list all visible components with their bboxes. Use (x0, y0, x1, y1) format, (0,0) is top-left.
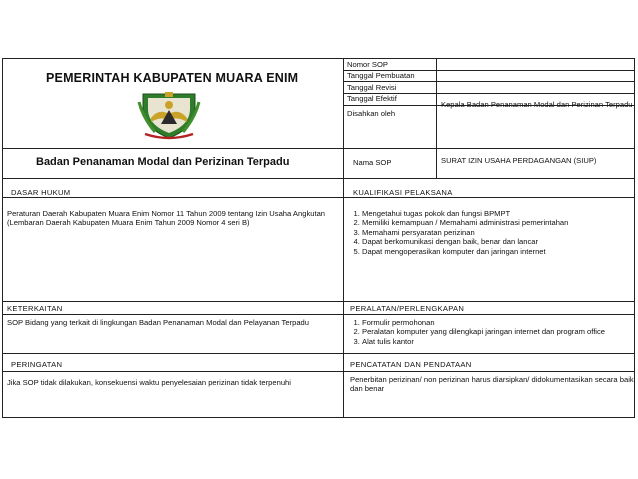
keterkaitan-heading: KETERKAITAN (7, 304, 63, 313)
pencatatan-heading: PENCATATAN DAN PENDATAAN (350, 360, 472, 369)
divider (3, 148, 635, 149)
dasar-hukum-heading: DASAR HUKUM (11, 188, 71, 197)
list-item: 3. Alat tulis kantor (362, 337, 634, 346)
peringatan-heading: PERINGATAN (11, 360, 63, 369)
peringatan-text: Jika SOP tidak dilakukan, konsekuensi waktu penyelesaian perizinan tidak terpenuhi (7, 378, 291, 387)
tanggal-pembuatan-label: Tanggal Pembuatan (347, 71, 415, 80)
disahkan-label: Disahkan oleh (347, 109, 396, 118)
divider (343, 59, 344, 418)
tanggal-revisi-label: Tanggal Revisi (347, 83, 397, 92)
sop-form-frame (2, 58, 635, 418)
kualifikasi-heading: KUALIFIKASI PELAKSANA (353, 188, 453, 197)
divider (3, 371, 635, 372)
peralatan-heading: PERALATAN/PERLENGKAPAN (350, 304, 465, 313)
list-item: 2. Memiliki kemampuan / Memahami administrasi pemerintahan (362, 218, 634, 227)
disahkan-value: Kepala Badan Penanaman Modal dan Perizinan Terpadu (441, 100, 633, 109)
dasar-hukum-text: Peraturan Daerah Kabupaten Muara Enim Nomor 11 Tahun 2009 tentang Izin Usaha Angkutan (Lembaran Daerah Kabupaten Muara Enim Tahun 2009 Nomor 4 seri B) (7, 209, 326, 228)
divider (3, 178, 635, 179)
divider (3, 353, 635, 354)
list-item: 3. Memahami persyaratan perizinan (362, 228, 634, 237)
divider (343, 81, 635, 82)
pencatatan-text: Penerbitan perizinan/ non perizinan harus diarsipkan/ didokumentasikan secara baik dan benar (350, 375, 634, 394)
nama-sop-label: Nama SOP (353, 158, 392, 167)
list-item: 5. Dapat mengoperasikan komputer dan jaringan internet (362, 247, 634, 256)
nomor-sop-label: Nomor SOP (347, 60, 388, 69)
divider (436, 59, 437, 178)
divider (3, 197, 635, 198)
kualifikasi-list (350, 209, 634, 256)
list-item: 1. Mengetahui tugas pokok dan fungsi BPMPT (362, 209, 634, 218)
tanggal-efektif-label: Tanggal Efektif (347, 94, 397, 103)
keterkaitan-text: SOP Bidang yang terkait di lingkungan Badan Penanaman Modal dan Pelayanan Terpadu (7, 318, 309, 327)
list-item: 4. Dapat berkomunikasi dengan baik, benar dan lancar (362, 237, 634, 246)
peralatan-list (350, 318, 634, 346)
government-title: PEMERINTAH KABUPATEN MUARA ENIM (46, 71, 299, 85)
nama-sop-value: SURAT IZIN USAHA PERDAGANGAN (SIUP) (441, 156, 597, 165)
agency-title: Badan Penanaman Modal dan Perizinan Terpadu (36, 156, 290, 168)
divider (3, 301, 635, 302)
list-item: 1. Formulir permohonan (362, 318, 634, 327)
divider (3, 314, 635, 315)
muara-enim-crest-emblem (137, 88, 201, 140)
list-item: 2. Peralatan komputer yang dilengkapi jaringan internet dan program office (362, 327, 634, 336)
